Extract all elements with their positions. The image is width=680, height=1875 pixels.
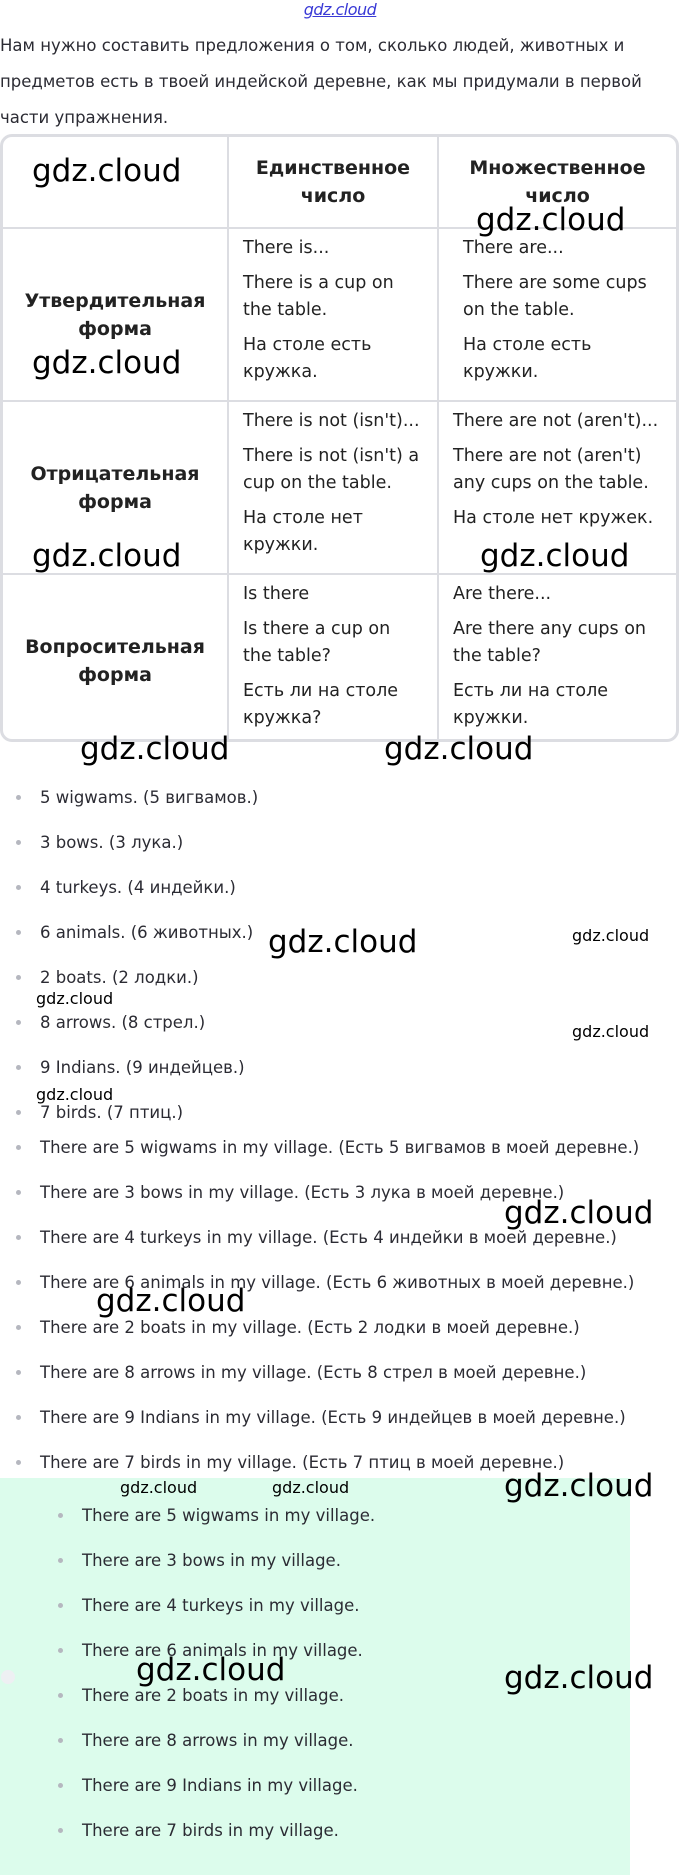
list-item xyxy=(0,1007,205,1037)
bullet-dot xyxy=(58,1738,63,1743)
bullet-dot xyxy=(16,1370,21,1375)
cell-line: There is not (isn't) a cup on the table. xyxy=(243,446,420,493)
list-item-text: There are 7 birds in my village. xyxy=(82,1820,339,1840)
list-item-text: 5 wigwams. (5 вигвамов.) xyxy=(40,787,259,807)
list-item xyxy=(0,1447,564,1477)
table-cell xyxy=(228,401,438,574)
list-item xyxy=(0,1312,580,1342)
watermark: gdz.cloud xyxy=(572,1022,650,1041)
cell-line: There are some cups on the table. xyxy=(463,273,647,320)
cell-line: Are there any cups on the table? xyxy=(453,619,647,666)
cell-line: There are not (aren't) any cups on the table. xyxy=(453,446,649,493)
list-item-text: There are 8 arrows in my village. xyxy=(82,1730,354,1750)
row-label-negative: Отрицательная форма xyxy=(3,401,228,574)
list-item-text: There are 2 boats in my village. (Есть 2 лодки в моей деревне.) xyxy=(40,1317,580,1337)
cell-line: There is a cup on the table. xyxy=(243,273,394,320)
bullet-dot xyxy=(16,930,21,935)
list-item-text: 8 arrows. (8 стрел.) xyxy=(40,1012,206,1032)
list-item-text: There are 4 turkeys in my village. (Есть 4 индейки в моей деревне.) xyxy=(40,1227,617,1247)
row-label-affirmative: Утвердительная форма xyxy=(3,228,228,401)
bullet-dot xyxy=(58,1558,63,1563)
bullet-dot xyxy=(16,1415,21,1420)
watermark: gdz.cloud xyxy=(32,153,182,189)
bullet-dot xyxy=(58,1648,63,1653)
bullet-dot xyxy=(16,1325,21,1330)
header-singular: Единственное число xyxy=(228,137,438,228)
watermark: gdz.cloud xyxy=(136,1652,286,1688)
list-item xyxy=(0,1357,586,1387)
cell-line: На столе нет кружки. xyxy=(243,508,363,555)
list-item xyxy=(0,1177,564,1207)
bullet-dot xyxy=(16,1280,21,1285)
list-item xyxy=(0,1815,339,1845)
list-item-text: There are 7 birds in my village. (Есть 7 птиц в моей деревне.) xyxy=(40,1452,565,1472)
bullet-dot xyxy=(16,1110,21,1115)
list-item-text: There are 2 boats in my village. xyxy=(82,1685,345,1705)
watermark: gdz.cloud xyxy=(36,989,114,1008)
bullet-dot xyxy=(16,1065,21,1070)
bullet-dot xyxy=(16,1235,21,1240)
list-item-text: 2 boats. (2 лодки.) xyxy=(40,967,199,987)
list-item xyxy=(0,827,183,857)
cell-line: There are... xyxy=(463,238,564,258)
watermark: gdz.cloud xyxy=(504,1468,654,1504)
cell-line: Is there xyxy=(243,584,310,604)
list-item xyxy=(0,1402,626,1432)
cell-line: На столе есть кружка. xyxy=(243,335,372,382)
cell-line: Есть ли на столе кружки. xyxy=(453,681,609,728)
cell-line: На столе есть кружки. xyxy=(463,335,592,382)
list-item-text: 6 animals. (6 животных.) xyxy=(40,922,254,942)
watermark: gdz.cloud xyxy=(32,538,182,574)
bullet-dot xyxy=(16,840,21,845)
cell-line: There is not (isn't)... xyxy=(243,411,420,431)
list-item xyxy=(0,1590,359,1620)
bullet-dot xyxy=(16,1145,21,1150)
row-label-interrogative: Вопросительная форма xyxy=(3,574,228,742)
list-item xyxy=(0,1545,341,1575)
list-item-text: 4 turkeys. (4 индейки.) xyxy=(40,877,236,897)
watermark: gdz.cloud xyxy=(120,1478,198,1497)
list-item xyxy=(0,1500,375,1530)
bullet-dot xyxy=(58,1603,63,1608)
watermark: gdz.cloud xyxy=(32,345,182,381)
list-item xyxy=(0,872,236,902)
watermark: gdz.cloud xyxy=(96,1283,246,1319)
watermark: gdz.cloud xyxy=(504,1195,654,1231)
watermark: gdz.cloud xyxy=(476,202,626,238)
scroll-indicator-icon[interactable] xyxy=(1,1670,15,1684)
watermark: gdz.cloud xyxy=(268,924,418,960)
cell-line: Есть ли на столе кружка? xyxy=(243,681,399,728)
table-cell xyxy=(228,228,438,401)
bullet-dot xyxy=(58,1828,63,1833)
cell-line: There is... xyxy=(243,238,330,258)
cell-line: Is there a cup on the table? xyxy=(243,619,391,666)
list-item-text: There are 6 animals in my village. (Есть 6 животных в моей деревне.) xyxy=(40,1272,635,1292)
list-item-text: 9 Indians. (9 индейцев.) xyxy=(40,1057,245,1077)
bullet-dot xyxy=(16,1020,21,1025)
list-item xyxy=(0,1770,358,1800)
bullet-dot xyxy=(16,1460,21,1465)
list-item xyxy=(0,782,258,812)
site-link[interactable]: gdz.cloud xyxy=(303,0,377,19)
watermark: gdz.cloud xyxy=(480,538,630,574)
bullet-dot xyxy=(16,975,21,980)
header-plural: Множественное число xyxy=(438,137,676,228)
list-item xyxy=(0,962,199,992)
table-cell xyxy=(228,574,438,742)
list-item-text: There are 9 Indians in my village. (Есть 9 индейцев в моей деревне.) xyxy=(40,1407,626,1427)
list-item xyxy=(0,1725,354,1755)
list-item xyxy=(0,1052,245,1082)
cell-line: На столе нет кружек. xyxy=(453,508,654,528)
watermark: gdz.cloud xyxy=(504,1660,654,1696)
list-item-text: There are 9 Indians in my village. xyxy=(82,1775,358,1795)
bullet-dot xyxy=(58,1513,63,1518)
list-item xyxy=(0,1132,639,1162)
cell-line: There are not (aren't)... xyxy=(453,411,659,431)
list-item-text: There are 5 wigwams in my village. xyxy=(82,1505,376,1525)
list-item xyxy=(0,917,253,947)
bullet-dot xyxy=(58,1783,63,1788)
bullet-dot xyxy=(16,885,21,890)
watermark: gdz.cloud xyxy=(384,731,534,767)
list-item-text: There are 8 arrows in my village. (Есть 8 стрел в моей деревне.) xyxy=(40,1362,587,1382)
watermark: gdz.cloud xyxy=(272,1478,350,1497)
list-item-text: There are 6 animals in my village. xyxy=(82,1640,363,1660)
watermark: gdz.cloud xyxy=(36,1085,114,1104)
list-item-text: 7 birds. (7 птиц.) xyxy=(40,1102,184,1122)
bullet-dot xyxy=(16,1190,21,1195)
table-cell xyxy=(438,574,676,742)
list-item-text: There are 3 bows in my village. (Есть 3 лука в моей деревне.) xyxy=(40,1182,565,1202)
list-item-text: 3 bows. (3 лука.) xyxy=(40,832,184,852)
intro-paragraph: Нам нужно составить предложения о том, сколько людей, животных и предметов есть в твоей индейской деревне, как мы придумали в первой части упражнения. xyxy=(0,36,642,127)
watermark: gdz.cloud xyxy=(572,926,650,945)
list-item-text: There are 4 turkeys in my village. xyxy=(82,1595,360,1615)
bullet-dot xyxy=(16,795,21,800)
table-cell xyxy=(438,228,676,401)
list-item-text: There are 3 bows in my village. xyxy=(82,1550,341,1570)
cell-line: Are there... xyxy=(453,584,552,604)
watermark: gdz.cloud xyxy=(80,731,230,767)
list-item-text: There are 5 wigwams in my village. (Есть 5 вигвамов в моей деревне.) xyxy=(40,1137,640,1157)
bullet-dot xyxy=(58,1693,63,1698)
